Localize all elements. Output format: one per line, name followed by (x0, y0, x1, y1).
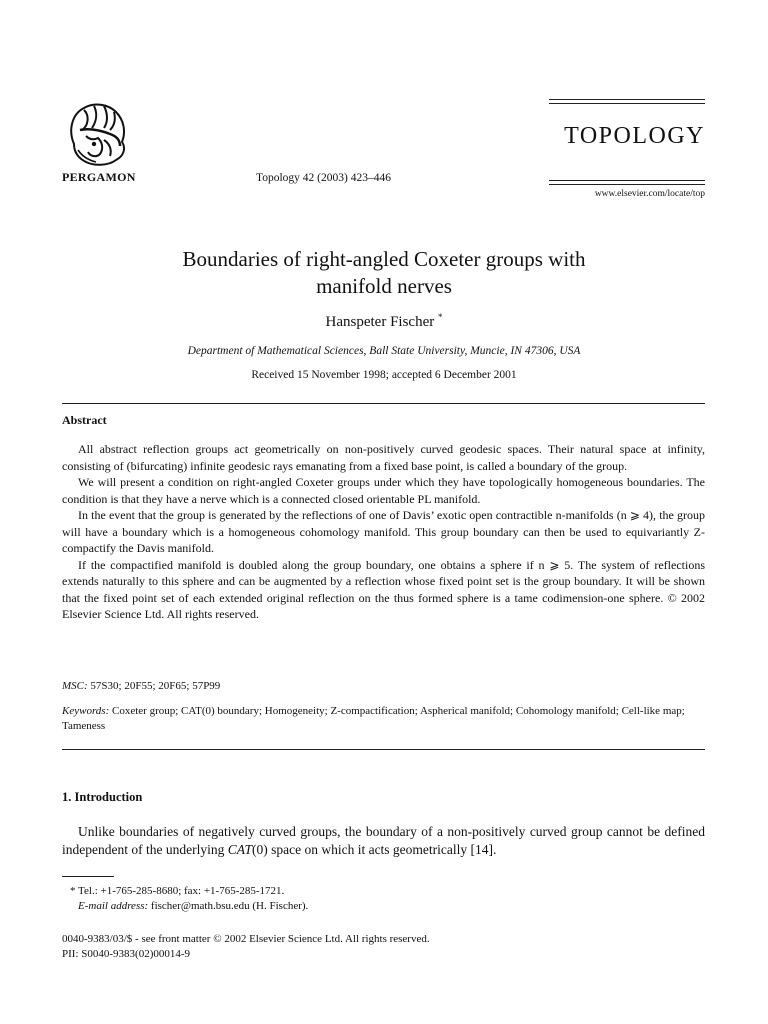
abstract-paragraph: In the event that the group is generated by the reflections of one of Davis’ exotic open contractible n-manifolds (n ⩾ 4), the group will have a boundary which is a homogeneous cohomology manifold. This group boundary can then be used to equivariantly Z-compactify the Davis manifold. (62, 508, 705, 555)
author-name: Hanspeter Fischer (325, 314, 435, 330)
intro-text-italic: CAT (227, 842, 252, 857)
intro-paragraph (62, 823, 705, 859)
journal-rule-top (549, 99, 705, 100)
introduction-text (62, 823, 705, 859)
abstract-heading: Abstract (62, 413, 107, 427)
journal-title: TOPOLOGY (564, 123, 705, 149)
footnote (62, 884, 705, 914)
abstract-rule-bottom (62, 749, 705, 750)
keywords (62, 704, 705, 734)
journal-url[interactable]: www.elsevier.com/locate/top (594, 189, 705, 199)
footnote-rule (62, 876, 114, 877)
journal-rule-top-2 (549, 103, 705, 104)
abstract-paragraph: If the compactified manifold is doubled along the group boundary, one obtains a sphere if n ⩾ 5. The system of reflections extends naturally to this sphere and can be augmented by a reflection whose fixed point set is the group boundary. It will be shown that the fixed point set of each extended original reflection on the thus formed sphere is a tame codimension-one sphere. © 2002 Elsevier Science Ltd. All rights reserved. (62, 557, 705, 621)
keywords-label: Keywords: (62, 705, 110, 717)
title-line-1: Boundaries of right-angled Coxeter groups with (182, 247, 586, 271)
intro-text-end: (0) space on which it acts geometrically [14]. (251, 842, 497, 857)
author (84, 312, 684, 331)
abstract-paragraph: We will present a condition on right-angled Coxeter groups under which they have topologically homogeneous boundaries. The condition is that they have a nerve which is a connected closed orientable PL manifold. (62, 475, 705, 506)
journal-rule-bottom (549, 180, 705, 181)
msc-codes (62, 680, 705, 692)
msc-label: MSC: (62, 680, 88, 692)
journal-citation: Topology 42 (2003) 423–446 (256, 172, 391, 184)
title-line-2: manifold nerves (316, 274, 452, 298)
copyright-line: 0040-9383/03/$ - see front matter © 2002 Elsevier Science Ltd. All rights reserved. (62, 933, 430, 945)
keywords-values: Coxeter group; CAT(0) boundary; Homogeneity; Z-compactification; Aspherical manifold; Cohomology manifold; Cell-like map; Tameness (62, 705, 685, 732)
publisher-name: PERGAMON (62, 170, 136, 184)
email-address[interactable]: fischer@math.bsu.edu (H. Fischer). (148, 900, 309, 912)
abstract-body (62, 441, 705, 623)
pii-line: PII: S0040-9383(02)00014-9 (62, 948, 191, 960)
article-title (84, 246, 684, 300)
publisher-logo (64, 100, 130, 170)
author-footnote-mark[interactable]: * (437, 312, 443, 322)
intro-text-start: Unlike boundaries of negatively curved groups, the boundary of a non-positively curved group cannot be defined independent of the underlying (62, 824, 705, 857)
email-label: E-mail address: (78, 900, 149, 912)
abstract-paragraph: All abstract reflection groups act geometrically on non-positively curved geodesic spaces. Their natural space at infinity, consisting of (bifurcating) infinite geodesic rays emanating from a fixed base point, is called a boundary of the group. (62, 442, 705, 473)
msc-values: 57S30; 20F55; 20F65; 57P99 (87, 680, 221, 692)
copyright-footer (62, 932, 705, 962)
footnote-contact: * Tel.: +1-765-285-8680; fax: +1-765-285-1721. (70, 885, 285, 897)
affiliation: Department of Mathematical Sciences, Ball State University, Muncie, IN 47306, USA (187, 345, 581, 357)
footnote-email (62, 899, 705, 914)
abstract-rule-top (62, 403, 705, 404)
journal-rule-bottom-2 (549, 184, 705, 185)
received-dates: Received 15 November 1998; accepted 6 December 2001 (251, 369, 517, 381)
section-heading: 1. Introduction (62, 790, 143, 804)
